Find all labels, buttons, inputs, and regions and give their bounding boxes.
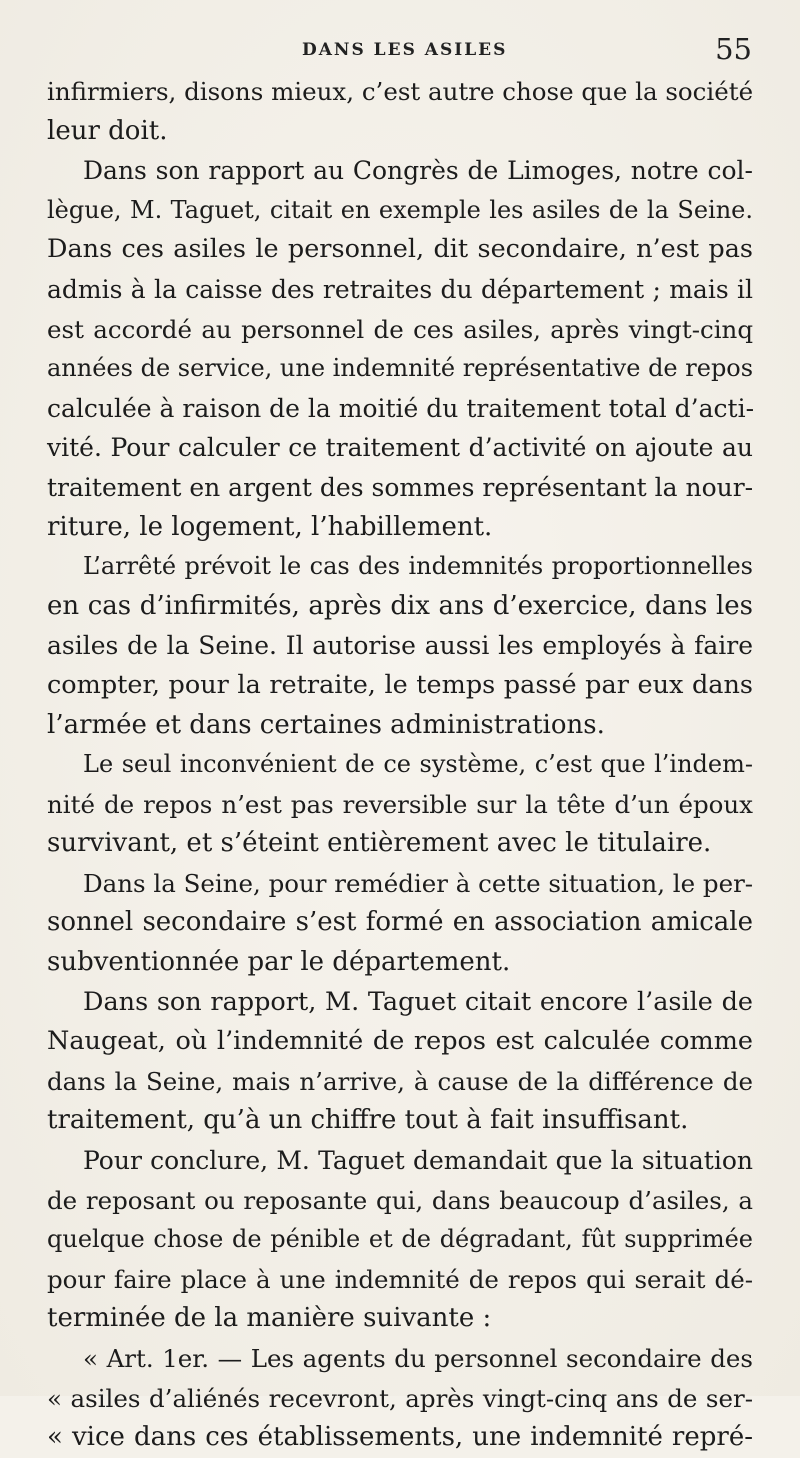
text-line: subventionnée par le département.	[47, 947, 511, 978]
text-line: Dans ces asiles le personnel, dit secondaire, n’est pas	[47, 234, 753, 265]
text-line: Naugeat, où l’indemnité de repos est calculée comme	[47, 1026, 753, 1057]
text-line: dans la Seine, mais n’arrive, à cause de la différence de	[47, 1066, 753, 1096]
running-head: DANS LES ASILES	[302, 40, 508, 60]
text-line: riture, le logement, l’habillement.	[47, 511, 493, 542]
text-line: terminée de la manière suivante :	[47, 1303, 492, 1334]
text-line: admis à la caisse des retraites du département ; mais il	[47, 274, 753, 304]
page-header	[0, 30, 800, 70]
text-line: Dans la Seine, pour remédier à cette situation, le per-	[83, 868, 754, 898]
text-line: Le seul inconvénient de ce système, c’est que l’indem-	[83, 750, 753, 779]
text-line: quelque chose de pénible et de dégradant, fût supprimée	[47, 1225, 753, 1254]
text-line: en cas d’infirmités, après dix ans d’exercice, dans les	[47, 590, 753, 621]
text-line: « asiles d’aliénés recevront, après vingt-cinq ans de ser-	[47, 1383, 753, 1413]
text-line: leur doit.	[47, 115, 168, 146]
text-line: lègue, M. Taguet, citait en exemple les asiles de la Seine.	[47, 195, 753, 224]
text-line: Pour conclure, M. Taguet demandait que la situation	[83, 1146, 753, 1176]
text-line: de reposant ou reposante qui, dans beaucoup d’asiles, a	[47, 1185, 753, 1215]
text-line: survivant, et s’éteint entièrement avec le titulaire.	[47, 828, 712, 859]
text-line: « vice dans ces établissements, une indemnité repré-	[47, 1422, 753, 1453]
text-line: infirmiers, disons mieux, c’est autre chose que la société	[47, 77, 754, 106]
text-line: vité. Pour calculer ce traitement d’activité on ajoute au	[47, 433, 753, 463]
text-line: années de service, une indemnité représentative de repos	[47, 354, 754, 383]
text-line: traitement, qu’à un chiffre tout à fait insuffisant.	[47, 1105, 689, 1136]
text-line: compter, pour la retraite, le temps passé par eux dans	[47, 669, 753, 700]
text-line: traitement en argent des sommes représentant la nour-	[47, 472, 754, 502]
text-line: l’armée et dans certaines administrations.	[47, 709, 605, 740]
text-line: asiles de la Seine. Il autorise aussi les employés à faire	[47, 631, 753, 661]
body-text	[47, 72, 753, 1458]
text-line: pour faire place à une indemnité de repos qui serait dé-	[47, 1264, 753, 1294]
text-line: Dans son rapport, M. Taguet citait encore l’asile de	[83, 986, 753, 1017]
text-line: « Art. 1er. — Les agents du personnel secondaire des	[83, 1344, 753, 1373]
text-line: calculée à raison de la moitié du traitement total d’acti-	[47, 393, 755, 423]
text-line: Dans son rapport au Congrès de Limoges, notre col-	[83, 156, 753, 186]
page-number: 55	[715, 32, 752, 66]
text-line: nité de repos n’est pas reversible sur la tête d’un époux	[47, 789, 753, 819]
text-line: sonnel secondaire s’est formé en association amicale	[47, 907, 753, 938]
text-line: est accordé au personnel de ces asiles, après vingt-cinq	[47, 314, 753, 344]
text-line: L’arrêté prévoit le cas des indemnités proportionnelles	[83, 552, 753, 581]
